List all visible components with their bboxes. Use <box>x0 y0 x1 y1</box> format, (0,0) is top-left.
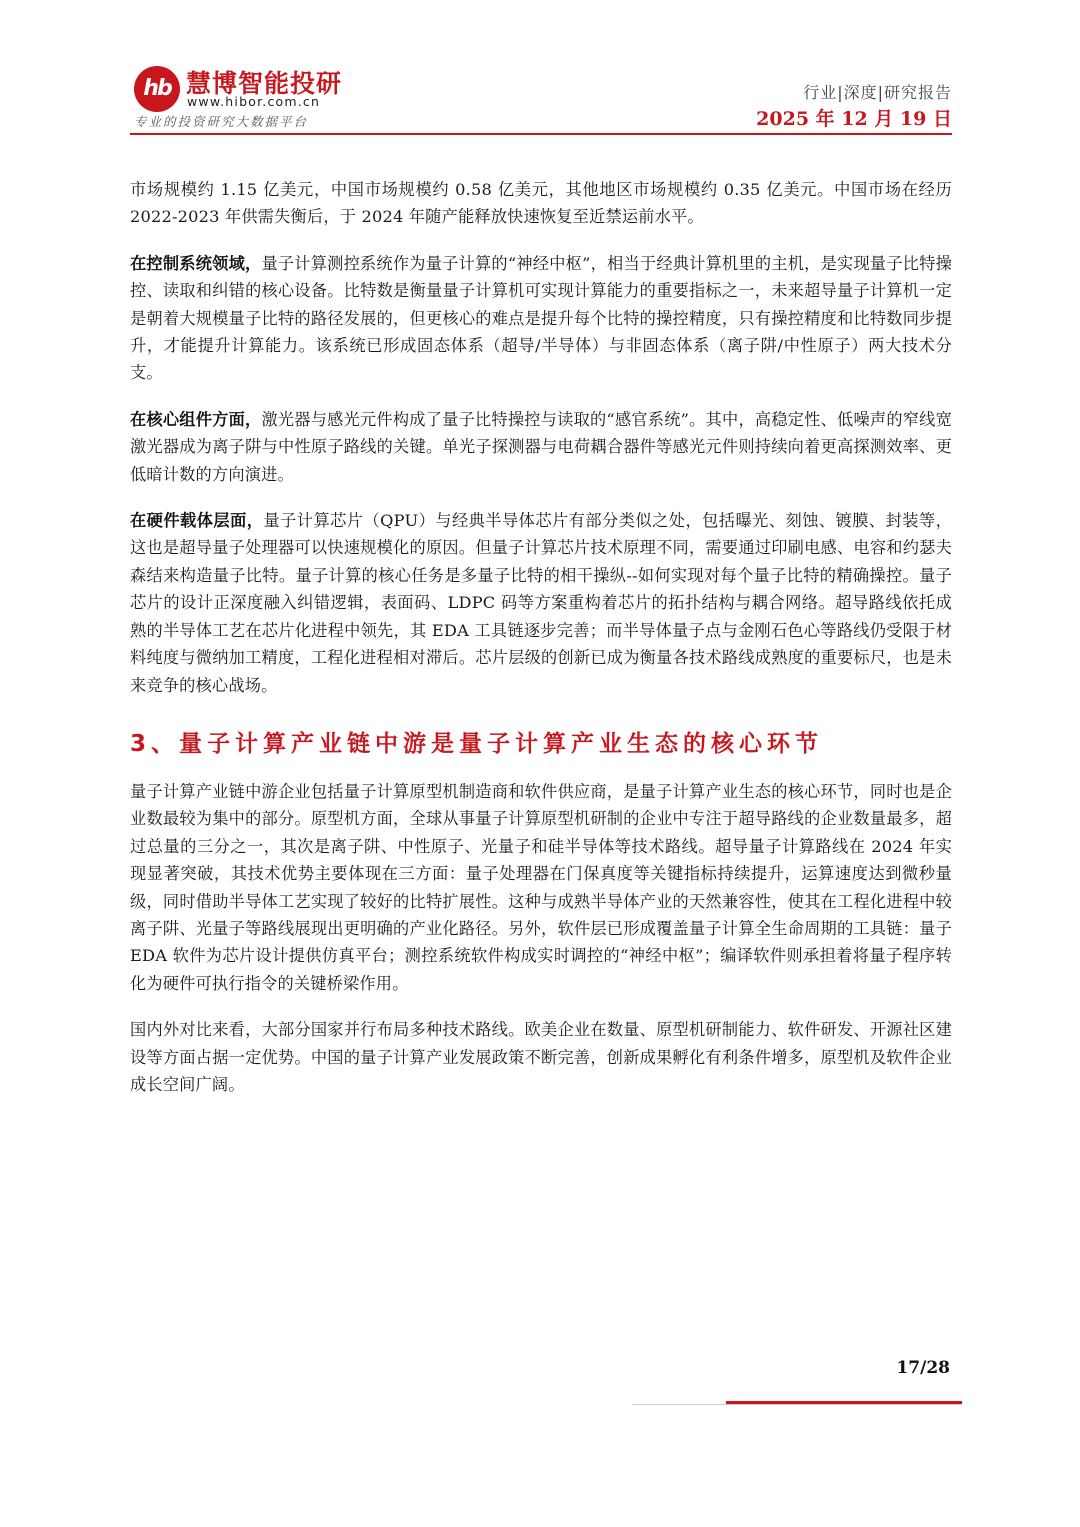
header-divider <box>130 133 952 135</box>
page-header <box>130 62 952 134</box>
paragraph-control-system <box>130 250 952 387</box>
footer-accent-bar <box>726 1401 962 1404</box>
report-date: 2025 年 12 月 19 日 <box>756 108 952 130</box>
section-heading: 3、量子计算产业链中游是量子计算产业生态的核心环节 <box>130 730 824 757</box>
logo-name: 慧博智能投研 <box>186 69 343 98</box>
paragraph-text: 量子计算芯片（QPU）与经典半导体芯片有部分类似之处，包括曝光、刻蚀、镀膜、封装等，这也是超导量子处理器可以快速规模化的原因。但量子计算芯片技术原理不同，需要通过印刷电感、电容和约瑟夫森结来构造量子比特。量子计算的核心任务是多量子比特的相干操纵--如何实现对每个量子比特的精确操控。量子芯片的设计正深度融入纠错逻辑，表面码、LDPC 码等方案重构着芯片的拓扑结构与耦合网络。超导路线依托成熟的半导体工艺在芯片化进程中领先，其 EDA 工具链逐步完善；而半导体量子点与金刚石色心等路线仍受限于材料纯度与微纳加工精度，工程化进程相对滞后。芯片层级的创新已成为衡量各技术路线成熟度的重要标尺，也是未来竞争的核心战场。 <box>130 511 952 695</box>
paragraph-text: 量子计算测控系统作为量子计算的“神经中枢”，相当于经典计算机里的主机，是实现量子比特操控、读取和纠错的核心设备。比特数是衡量量子计算机可实现计算能力的重要指标之一，未来超导量子计算机一定是朝着大规模量子比特的路径发展的，但更核心的难点是提升每个比特的操控精度，只有操控精度和比特数同步提升，才能提升计算能力。该系统已形成固态体系（超导/半导体）与非固态体系（离子阱/中性原子）两大技术分支。 <box>130 253 952 383</box>
logo-url[interactable]: www.hibor.com.cn <box>187 94 321 109</box>
paragraph-lead: 在核心组件方面， <box>130 409 262 429</box>
footer-divider <box>632 1404 962 1405</box>
paragraph-midstream: 量子计算产业链中游企业包括量子计算原型机制造商和软件供应商，是量子计算产业生态的核心环节，同时也是企业数最较为集中的部分。原型机方面，全球从事量子计算原型机研制的企业中专注于超导路线的企业数量最多，超过总量的三分之一，其次是离子阱、中性原子、光量子和硅半导体等技术路线。超导量子计算路线在 2024 年实现显著突破，其技术优势主要体现在三方面：量子处理器在门保真度等关键指标持续提升，运算速度达到微秒量级，同时借助半导体工艺实现了较好的比特扩展性。这种与成熟半导体产业的天然兼容性，使其在工程化进程中较离子阱、光量子等路线展现出更明确的产业化路径。另外，软件层已形成覆盖量子计算全生命周期的工具链：量子 EDA 软件为芯片设计提供仿真平台；测控系统软件构成实时调控的“神经中枢”；编译软件则承担着将量子程序转化为硬件可执行指令的关键桥梁作用。 <box>130 781 952 993</box>
page-body <box>130 176 952 1117</box>
paragraph-comparison: 国内外对比来看，大部分国家并行布局多种技术路线。欧美企业在数量、原型机研制能力、软件研发、开源社区建设等方面占据一定优势。中国的量子计算产业发展政策不断完善，创新成果孵化有利条件增多，原型机及软件企业成长空间广阔。 <box>130 1020 952 1094</box>
paragraph-text: 激光器与感光元件构成了量子比特操控与读取的“感官系统”。其中，高稳定性、低噪声的窄线宽激光器成为离子阱与中性原子路线的关键。单光子探测器与电荷耦合器件等感光元件则持续向着更高探测效率、更低暗计数的方向演进。 <box>130 409 952 484</box>
logo-slogan: 专业的投资研究大数据平台 <box>134 114 309 129</box>
paragraph-lead: 在控制系统领域， <box>130 253 262 273</box>
paragraph-core-components <box>130 406 952 488</box>
paragraph-hardware <box>130 507 952 699</box>
page-number: 17/28 <box>896 1358 950 1378</box>
hibor-logo-icon: hb <box>134 66 180 112</box>
paragraph-market-size: 市场规模约 1.15 亿美元，中国市场规模约 0.58 亿美元，其他地区市场规模约 0.35 亿美元。中国市场在经历 2022-2023 年供需失衡后，于 2024 年随产能释放快速恢复至近禁运前水平。 <box>130 180 952 227</box>
report-type: 行业|深度|研究报告 <box>803 83 952 102</box>
paragraph-lead: 在硬件载体层面， <box>130 511 264 531</box>
